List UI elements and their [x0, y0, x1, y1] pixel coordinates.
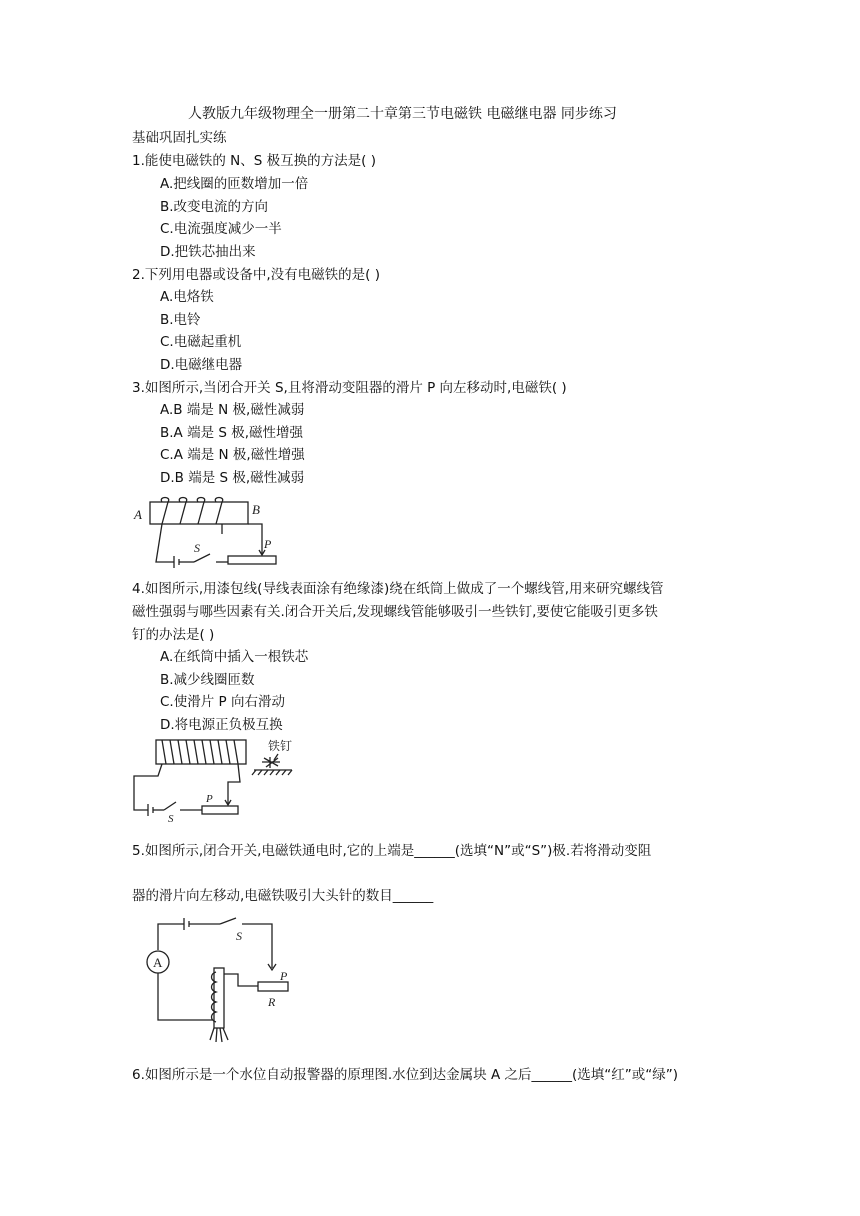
question-stem-line-2: 磁性强弱与哪些因素有关.闭合开关后,发现螺线管能够吸引一些铁钉,要使它能吸引更多铁	[132, 604, 658, 620]
option-d: D.电磁继电器	[160, 357, 243, 373]
circuit-figure-q3	[128, 494, 288, 574]
option-c: C.A 端是 N 极,磁性增强	[160, 447, 305, 463]
wire-left	[134, 764, 162, 810]
label-r: R	[268, 995, 276, 1009]
label-ammeter: A	[153, 955, 163, 970]
label-a: A	[134, 507, 142, 522]
label-s: S	[168, 813, 174, 824]
option-d: D.B 端是 S 极,磁性减弱	[160, 470, 305, 486]
nails-pile	[262, 757, 280, 768]
rheostat	[202, 806, 238, 814]
option-c: C.电流强度减少一半	[160, 221, 282, 237]
coil-turns-front	[162, 502, 222, 524]
section-heading: 基础巩固扎实练	[132, 130, 227, 146]
label-p: P	[206, 793, 213, 805]
switch-blade	[220, 918, 236, 924]
option-c: C.使滑片 P 向右滑动	[160, 694, 285, 710]
question-stem: 3.如图所示,当闭合开关 S,且将滑动变阻器的滑片 P 向左移动时,电磁铁( )	[132, 380, 567, 396]
question-stem-line-1: 5.如图所示,闭合开关,电磁铁通电时,它的上端是______(选填“N”或“S”)极.若将滑动变阻	[132, 843, 652, 859]
option-a: A.在纸筒中插入一根铁芯	[160, 649, 309, 665]
circuit-figure-q5	[140, 912, 300, 1048]
option-b: B.电铃	[160, 312, 201, 328]
option-a: A.把线圈的匝数增加一倍	[160, 176, 309, 192]
wire-left	[156, 524, 174, 562]
option-d: D.把铁芯抽出来	[160, 244, 256, 260]
pins	[210, 1028, 228, 1042]
label-s: S	[194, 541, 200, 555]
iron-core	[214, 968, 224, 1028]
option-a: A.B 端是 N 极,磁性减弱	[160, 402, 305, 418]
circuit-diagram	[128, 494, 288, 574]
option-c: C.电磁起重机	[160, 334, 242, 350]
label-nails: 铁钉	[268, 739, 293, 753]
question-stem-line-1: 4.如图所示,用漆包线(导线表面涂有绝缘漆)绕在纸筒上做成了一个螺线管,用来研究螺线管	[132, 581, 664, 597]
question-stem-line-2: 器的滑片向左移动,电磁铁吸引大头针的数目______	[132, 888, 434, 904]
table-hatching	[252, 770, 292, 775]
paper-tube	[156, 740, 246, 764]
switch-blade	[194, 554, 210, 562]
rheostat	[258, 982, 288, 991]
electromagnet-diagram	[140, 912, 300, 1048]
label-b: B	[252, 502, 260, 517]
question-stem: 2.下列用电器或设备中,没有电磁铁的是( )	[132, 267, 380, 283]
question-stem: 1.能使电磁铁的 N、S 极互换的方法是( )	[132, 153, 376, 169]
wire-right	[228, 764, 240, 794]
question-stem: 6.如图所示是一个水位自动报警器的原理图.水位到达金属块 A 之后______(选填“红”或“绿”)	[132, 1067, 678, 1083]
solenoid-diagram	[128, 734, 308, 824]
option-d: D.将电源正负极互换	[160, 717, 283, 733]
wire-top-right	[242, 924, 272, 968]
label-s: S	[236, 929, 242, 943]
question-stem-line-3: 钉的办法是( )	[132, 627, 215, 643]
page-title: 人教版九年级物理全一册第二十章第三节电磁铁 电磁继电器 同步练习	[188, 106, 617, 122]
wire-right	[248, 524, 262, 542]
option-b: B.改变电流的方向	[160, 199, 269, 215]
option-a: A.电烙铁	[160, 289, 214, 305]
circuit-figure-q4	[128, 734, 308, 824]
option-b: B.A 端是 S 极,磁性增强	[160, 425, 304, 441]
switch-blade	[164, 802, 176, 810]
option-b: B.减少线圈匝数	[160, 672, 255, 688]
wire-coil-right	[224, 974, 258, 986]
rheostat	[228, 556, 276, 564]
coil-turns	[162, 740, 238, 764]
wire-top-left	[158, 924, 184, 950]
label-p: P	[280, 969, 288, 983]
wire-bottom-left	[158, 973, 212, 1020]
coil-turns-top	[161, 498, 222, 503]
label-p: P	[264, 537, 272, 551]
